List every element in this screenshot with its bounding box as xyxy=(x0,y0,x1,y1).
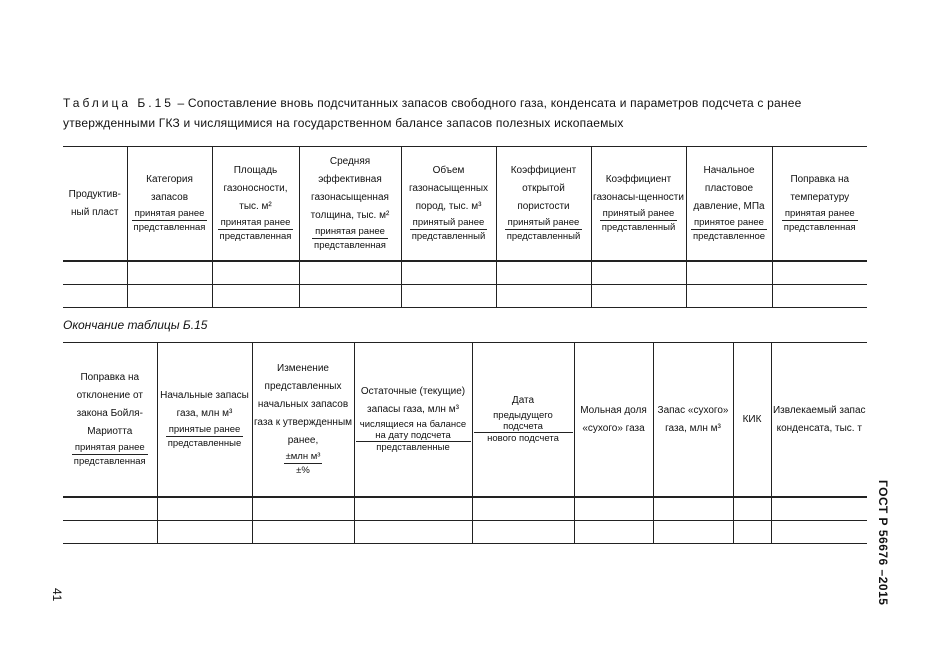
header-label: Продуктив-ный пласт xyxy=(68,188,121,218)
header-initial-gas-reserves xyxy=(157,343,252,498)
header-fraction xyxy=(691,216,767,243)
header-label: Объем газонасыщенных пород, тыс. м³ xyxy=(408,164,489,212)
fraction-denominator: представленный xyxy=(411,230,486,242)
fraction-denominator: представленный xyxy=(506,230,581,242)
header-label: Средняя эффективная газонасыщенная толщина, тыс. м² xyxy=(310,155,390,221)
table-cell xyxy=(401,261,496,285)
header-fraction xyxy=(72,441,148,468)
table-cell xyxy=(299,285,401,308)
fraction-denominator: представленные xyxy=(167,437,242,449)
table-cell xyxy=(574,497,653,521)
header-gas-saturation xyxy=(591,147,686,262)
header-label: Поправка на температуру xyxy=(790,173,850,203)
table-main xyxy=(63,146,867,308)
header-productive-layer xyxy=(63,147,127,262)
fraction-numerator: принятые ранее xyxy=(166,423,244,437)
fraction-denominator: представленная xyxy=(133,221,206,233)
header-label: Категория запасов xyxy=(146,173,193,203)
fraction-denominator: ±% xyxy=(296,464,310,476)
header-label: Извлекаемый запас конденсата, тыс. т xyxy=(772,404,866,434)
fraction-numerator: принятая ранее xyxy=(132,207,208,221)
table-cell xyxy=(354,497,472,521)
table-row xyxy=(63,497,867,521)
header-label: Начальные запасы газа, млн м³ xyxy=(160,389,249,419)
table-row xyxy=(63,521,867,544)
table-cell xyxy=(591,285,686,308)
header-porosity xyxy=(496,147,591,262)
table-caption xyxy=(63,93,873,133)
fraction-numerator: принятый ранее xyxy=(505,216,583,230)
header-label: Мольная доля «сухого» газа xyxy=(580,404,647,434)
fraction-numerator: принятая ранее xyxy=(312,225,388,239)
header-reserves-change xyxy=(252,343,354,498)
table-cell xyxy=(772,261,867,285)
header-gas-area xyxy=(212,147,299,262)
header-fraction xyxy=(600,207,678,234)
header-fraction xyxy=(166,423,244,450)
header-fraction xyxy=(284,450,323,477)
header-fraction xyxy=(410,216,488,243)
table-cell xyxy=(686,261,772,285)
header-recoverable-condensate xyxy=(771,343,867,498)
header-reserve-category xyxy=(127,147,212,262)
table-caption-text: – Сопоставление вновь подсчитанных запасов свободного газа, конденсата и параметров подсчета с ранее утвержденными ГКЗ и числящимися на государственном балансе запасов полезных ископаемых xyxy=(63,96,802,130)
header-temperature-correction xyxy=(772,147,867,262)
table-cell xyxy=(472,497,574,521)
fraction-numerator: принятая ранее xyxy=(782,207,858,221)
table-cell xyxy=(771,521,867,544)
table-cell xyxy=(63,285,127,308)
fraction-denominator: представленный xyxy=(601,221,676,233)
table-cell xyxy=(157,521,252,544)
header-label: Изменение представленных начальных запасов газа к утвержденным ранее, xyxy=(253,362,353,446)
table-cell xyxy=(63,521,157,544)
table-cell xyxy=(686,285,772,308)
header-residual-reserves xyxy=(354,343,472,498)
table-row xyxy=(63,285,867,308)
fraction-denominator: представленная xyxy=(73,455,146,467)
header-kik xyxy=(733,343,771,498)
fraction-numerator: принятый ранее xyxy=(410,216,488,230)
header-label: Коэффициент открытой пористости xyxy=(510,164,577,212)
table-cell xyxy=(63,497,157,521)
header-fraction xyxy=(474,410,573,444)
header-label: Поправка на отклонение от закона Бойля-Мариотта xyxy=(76,371,143,437)
table-cell xyxy=(653,521,733,544)
header-label: Дата xyxy=(511,394,535,406)
fraction-numerator: принятая ранее xyxy=(72,441,148,455)
table-cell xyxy=(157,497,252,521)
header-label: КИК xyxy=(742,413,762,425)
fraction-denominator: представленная xyxy=(314,239,386,251)
header-effective-thickness xyxy=(299,147,401,262)
table-cell xyxy=(472,521,574,544)
header-initial-pressure xyxy=(686,147,772,262)
header-date xyxy=(472,343,574,498)
header-fraction xyxy=(312,225,388,252)
fraction-numerator: ±млн м³ xyxy=(285,450,321,462)
fraction-denominator: представленное xyxy=(692,230,766,242)
header-fraction xyxy=(505,216,583,243)
fraction-numerator: числящиеся на балансе на дату подсчета xyxy=(356,419,471,442)
header-fraction xyxy=(132,207,208,234)
fraction-numerator: принятый ранее xyxy=(600,207,678,221)
header-label: Коэффициент газонасы-щенности xyxy=(593,173,684,203)
table-cell xyxy=(299,261,401,285)
table-cell xyxy=(252,521,354,544)
table-cell xyxy=(496,285,591,308)
table-cell xyxy=(212,285,299,308)
fraction-denominator: представленная xyxy=(783,221,856,233)
table-cell xyxy=(127,285,212,308)
header-rock-volume xyxy=(401,147,496,262)
fraction-numerator: принятая ранее xyxy=(218,216,294,230)
table-cell xyxy=(401,285,496,308)
fraction-denominator: представленные xyxy=(376,441,450,453)
header-label: Площадь газоносности, тыс. м² xyxy=(223,164,288,212)
table-cell xyxy=(772,285,867,308)
table-cell xyxy=(733,521,771,544)
header-fraction xyxy=(356,419,471,453)
header-dry-gas-reserve xyxy=(653,343,733,498)
table-cell xyxy=(653,497,733,521)
header-dry-gas-mole-fraction xyxy=(574,343,653,498)
table-cell xyxy=(496,261,591,285)
table-cell xyxy=(354,521,472,544)
table-continuation xyxy=(63,342,867,544)
table-row xyxy=(63,261,867,285)
table-cell xyxy=(574,521,653,544)
table-cell xyxy=(771,497,867,521)
standard-designation: ГОСТ Р 56676 –2015 xyxy=(876,480,890,606)
header-label: Остаточные (текущие) запасы газа, млн м³ xyxy=(360,385,466,415)
page-number: 41 xyxy=(50,588,64,602)
header-fraction xyxy=(782,207,858,234)
fraction-numerator: предыдущего подсчета xyxy=(474,410,573,433)
header-label: Запас «сухого» газа, млн м³ xyxy=(657,404,729,434)
table-cell xyxy=(212,261,299,285)
table-cell xyxy=(63,261,127,285)
fraction-denominator: представленная xyxy=(219,230,292,242)
continuation-title: Окончание таблицы Б.15 xyxy=(63,318,208,332)
table-cell xyxy=(733,497,771,521)
header-fraction xyxy=(218,216,294,243)
table-cell xyxy=(591,261,686,285)
header-boyle-mariotte-correction xyxy=(63,343,157,498)
header-label: Начальное пластовое давление, МПа xyxy=(693,164,765,212)
table-cell xyxy=(127,261,212,285)
fraction-numerator: принятое ранее xyxy=(691,216,767,230)
fraction-denominator: нового подсчета xyxy=(487,432,559,444)
table-caption-lead: Таблица Б.15 xyxy=(63,96,174,110)
table-cell xyxy=(252,497,354,521)
